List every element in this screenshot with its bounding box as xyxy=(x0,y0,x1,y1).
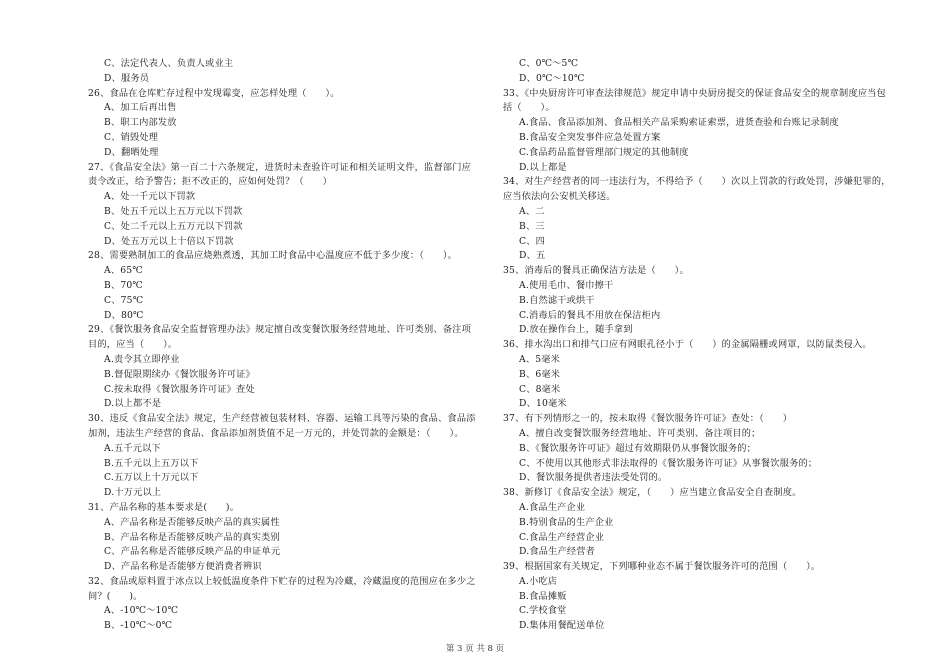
answer-option: B、70℃ xyxy=(104,279,143,291)
answer-option: D.以上都是 xyxy=(519,161,567,173)
answer-option: A.责令其立即停业 xyxy=(104,353,180,365)
question-text: 28、需要熟制加工的食品应烧熟煮透，其加工时食品中心温度应不低于多少度：（ ）。 xyxy=(88,250,458,262)
answer-option: C、0℃～5℃ xyxy=(519,58,579,69)
answer-option: D.集体用餐配送单位 xyxy=(519,620,605,632)
answer-option: B、职工内部发放 xyxy=(104,117,177,129)
answer-option: C.消毒后的餐具不用放在保洁柜内 xyxy=(519,309,661,321)
answer-option: D、服务员 xyxy=(104,72,150,84)
question-text: 39、根据国家有关规定，下列哪种业态不属于餐饮服务许可的范围（ ）。 xyxy=(503,561,821,573)
answer-option: C、处二千元以上五万元以下罚款 xyxy=(104,220,243,232)
answer-option: C.食品生产经营企业 xyxy=(519,531,605,543)
question-text: 29、《餐饮服务食品安全监督管理办法》规定擅自改变餐饮服务经营地址、许可类别、备注项 xyxy=(88,324,471,336)
answer-option: A.小吃店 xyxy=(519,575,558,587)
answer-option: B、三 xyxy=(519,220,545,232)
answer-option: C、产品名称是否能够反映产品的申证单元 xyxy=(104,546,281,558)
answer-option: B、-10℃～0℃ xyxy=(104,620,173,632)
right-column xyxy=(503,57,903,634)
answer-option: D、翻晒处理 xyxy=(104,146,159,158)
answer-option: A、二 xyxy=(519,205,545,217)
answer-option: B.食品安全突发事件应急处置方案 xyxy=(519,131,661,143)
answer-option: B、6毫米 xyxy=(519,368,561,380)
answer-option: C、法定代表人、负责人或业主 xyxy=(104,58,234,69)
left-column xyxy=(88,57,488,634)
answer-option: A.五千元以下 xyxy=(104,442,161,454)
answer-option: C、8毫米 xyxy=(519,383,561,395)
answer-option: B、处五千元以上五万元以下罚款 xyxy=(104,205,243,217)
answer-option: C.按未取得《餐饮服务许可证》查处 xyxy=(104,383,255,395)
question-text: 34、对生产经营者的同一违法行为，不得给予（ ）次以上罚款的行政处罚，涉嫌犯罪的， xyxy=(503,176,891,188)
answer-option: D、五 xyxy=(519,250,546,262)
answer-option: D、餐饮服务提供者违法受处罚的。 xyxy=(519,472,668,484)
answer-option: B.食品摊贩 xyxy=(519,590,567,602)
question-text: 35、消毒后的餐具正确保洁方法是（ ）。 xyxy=(503,265,689,277)
answer-option: A.使用毛巾、餐巾擦干 xyxy=(519,279,614,291)
answer-option: D、10毫米 xyxy=(519,398,567,410)
question-text: 27、《食品安全法》第一百二十六条规定，进货时未查验许可证和相关证明文件，监督部门应 xyxy=(88,161,471,173)
question-text: 30、违反《食品安全法》规定，生产经营被包装材料、容器、运输工具等污染的食品、食品添 xyxy=(88,413,476,425)
question-text: 33、《中央厨房许可审查法律规范》规定申请中央厨房提交的保证食品安全的规章制度应当包 xyxy=(503,87,886,99)
answer-option: B、产品名称是否能够反映产品的真实类别 xyxy=(104,531,280,543)
question-text: 括（ ）。 xyxy=(503,102,555,114)
answer-option: C.学校食堂 xyxy=(519,605,567,617)
answer-option: C.食品药品监督管理部门规定的其他制度 xyxy=(519,146,689,158)
question-text: 26、食品在仓库贮存过程中发现霉变，应怎样处理（ ）。 xyxy=(88,87,340,99)
answer-option: B.自然滤干或烘干 xyxy=(519,294,595,306)
answer-option: A、处一千元以下罚款 xyxy=(104,191,196,203)
answer-option: B.特别食品的生产企业 xyxy=(519,516,614,528)
page-footer: 第 3 页 共 8 页 xyxy=(445,644,505,654)
answer-option: D、80℃ xyxy=(104,309,144,321)
answer-option: D、0℃～10℃ xyxy=(519,72,585,84)
answer-option: D、产品名称是否能够方便消费者辨识 xyxy=(104,561,262,573)
answer-option: D.以上都不是 xyxy=(104,398,162,410)
answer-option: D.十万元以上 xyxy=(104,487,162,499)
question-text: 31、产品名称的基本要求是( )。 xyxy=(88,501,240,513)
question-text: 责令改正，给予警告；拒不改正的，应如何处罚？（ ） xyxy=(88,176,333,188)
answer-option: A.食品、食品添加剂、食品相关产品采购索证索票，进货查验和台账记录制度 xyxy=(519,117,839,129)
answer-option: B.五千元以上五万以下 xyxy=(104,457,199,469)
question-text: 加剂，违法生产经营的食品、食品添加剂货值不足一万元的，并处罚款的金额是：（ ）。 xyxy=(88,427,464,439)
question-text: 36、排水沟出口和排气口应有网眼孔径小于（ ）的金属隔栅或网罩，以防鼠类侵入。 xyxy=(503,339,872,351)
question-text: 32、食品或原料置于冰点以上较低温度条件下贮存的过程为冷藏，冷藏温度的范围应在多少之 xyxy=(88,575,476,587)
answer-option: C、销毁处理 xyxy=(104,131,159,143)
answer-option: D、处五万元以上十倍以下罚款 xyxy=(104,235,234,247)
answer-option: D.放在操作台上，随手拿到 xyxy=(519,324,633,336)
question-text: 应当依法向公安机关移送。 xyxy=(503,191,616,203)
answer-option: D.食品生产经营者 xyxy=(519,546,596,558)
answer-option: A、产品名称是否能够反映产品的真实属性 xyxy=(104,516,280,528)
answer-option: C、四 xyxy=(519,235,546,247)
answer-option: A、65℃ xyxy=(104,265,143,277)
answer-option: B、《餐饮服务许可证》超过有效期限仍从事餐饮服务的； xyxy=(519,442,757,454)
answer-option: A、5毫米 xyxy=(519,353,561,365)
answer-option: A、擅自改变餐饮服务经营地址、许可类别、备注项目的； xyxy=(519,427,761,439)
answer-option: C、不使用以其他形式非法取得的《餐饮服务许可证》从事餐饮服务的； xyxy=(519,457,818,469)
answer-option: C、75℃ xyxy=(104,294,144,306)
question-text: 间？( )。 xyxy=(88,590,143,602)
answer-option: A.食品生产企业 xyxy=(519,501,586,513)
question-text: 目的，应当（ ）。 xyxy=(88,339,178,351)
question-text: 38、新修订《食品安全法》规定，（ ）应当建立食品安全自查制度。 xyxy=(503,487,802,499)
answer-option: C.五万以上十万元以下 xyxy=(104,472,199,484)
answer-option: B.督促限期续办《餐饮服务许可证》 xyxy=(104,368,255,380)
answer-option: A、-10℃～10℃ xyxy=(104,605,179,617)
question-text: 37、有下列情形之一的，按未取得《餐饮服务许可证》查处：（ ） xyxy=(503,413,793,425)
answer-option: A、加工后再出售 xyxy=(104,102,177,114)
